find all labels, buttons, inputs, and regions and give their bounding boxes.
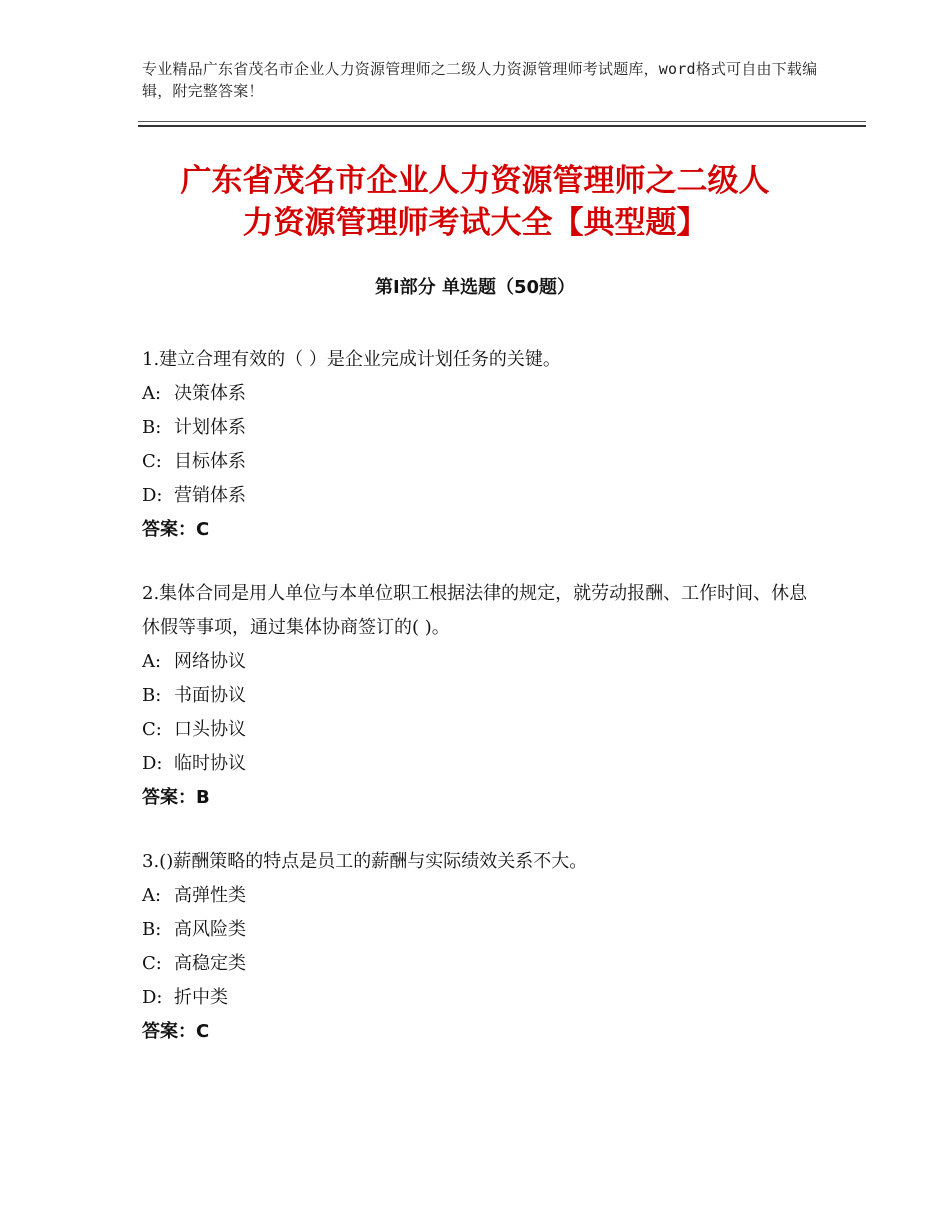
option-text: 高风险类 [174, 919, 246, 940]
option-text: 目标体系 [174, 451, 246, 472]
option-text: 高稳定类 [174, 953, 246, 974]
option-c [142, 445, 822, 479]
question-2 [142, 577, 822, 815]
option-d [142, 479, 822, 513]
question-1 [142, 343, 822, 547]
option-a [142, 645, 822, 679]
option-letter: C: [142, 953, 162, 974]
option-c [142, 713, 822, 747]
question-list [142, 343, 822, 1079]
option-letter: B: [142, 919, 162, 940]
option-text: 计划体系 [174, 417, 246, 438]
question-3 [142, 845, 822, 1049]
option-letter: C: [142, 719, 162, 740]
option-c [142, 947, 822, 981]
option-text: 网络协议 [174, 651, 246, 672]
option-letter: B: [142, 685, 162, 706]
option-letter: A: [142, 885, 162, 906]
header-rule-thin [138, 121, 866, 122]
answer-line: 答案：C [142, 1021, 210, 1042]
option-b [142, 679, 822, 713]
option-letter: A: [142, 383, 162, 404]
header-note: 专业精品广东省茂名市企业人力资源管理师之二级人力资源管理师考试题库，word格式可自由下载编辑，附完整答案！ [142, 60, 818, 100]
option-a [142, 377, 822, 411]
option-letter: D: [142, 753, 163, 774]
question-stem: 3.()薪酬策略的特点是员工的薪酬与实际绩效关系不大。 [142, 851, 588, 872]
option-b [142, 411, 822, 445]
option-text: 决策体系 [174, 383, 246, 404]
document-title-line-1: 广东省茂名市企业人力资源管理师之二级人 [180, 163, 770, 199]
question-stem: 2.集体合同是用人单位与本单位职工根据法律的规定，就劳动报酬、工作时间、休息休假等事项，通过集体协商签订的( )。 [142, 583, 808, 638]
option-d [142, 747, 822, 781]
section-title: 第Ⅰ部分 单选题（50题） [374, 277, 575, 298]
option-letter: D: [142, 485, 163, 506]
option-letter: C: [142, 451, 162, 472]
answer-line: 答案：B [142, 787, 210, 808]
document-title-line-2: 力资源管理师考试大全【典型题】 [242, 205, 708, 241]
header-rule-thick [138, 125, 866, 127]
option-text: 高弹性类 [174, 885, 246, 906]
option-text: 临时协议 [174, 753, 246, 774]
document-title [120, 160, 830, 244]
option-text: 口头协议 [174, 719, 246, 740]
option-letter: D: [142, 987, 163, 1008]
option-d [142, 981, 822, 1015]
option-text: 折中类 [174, 987, 228, 1008]
option-letter: A: [142, 651, 162, 672]
option-b [142, 913, 822, 947]
option-letter: B: [142, 417, 162, 438]
answer-line: 答案：C [142, 519, 210, 540]
question-stem: 1.建立合理有效的（ ）是企业完成计划任务的关键。 [142, 349, 561, 370]
option-a [142, 879, 822, 913]
option-text: 营销体系 [174, 485, 246, 506]
option-text: 书面协议 [174, 685, 246, 706]
